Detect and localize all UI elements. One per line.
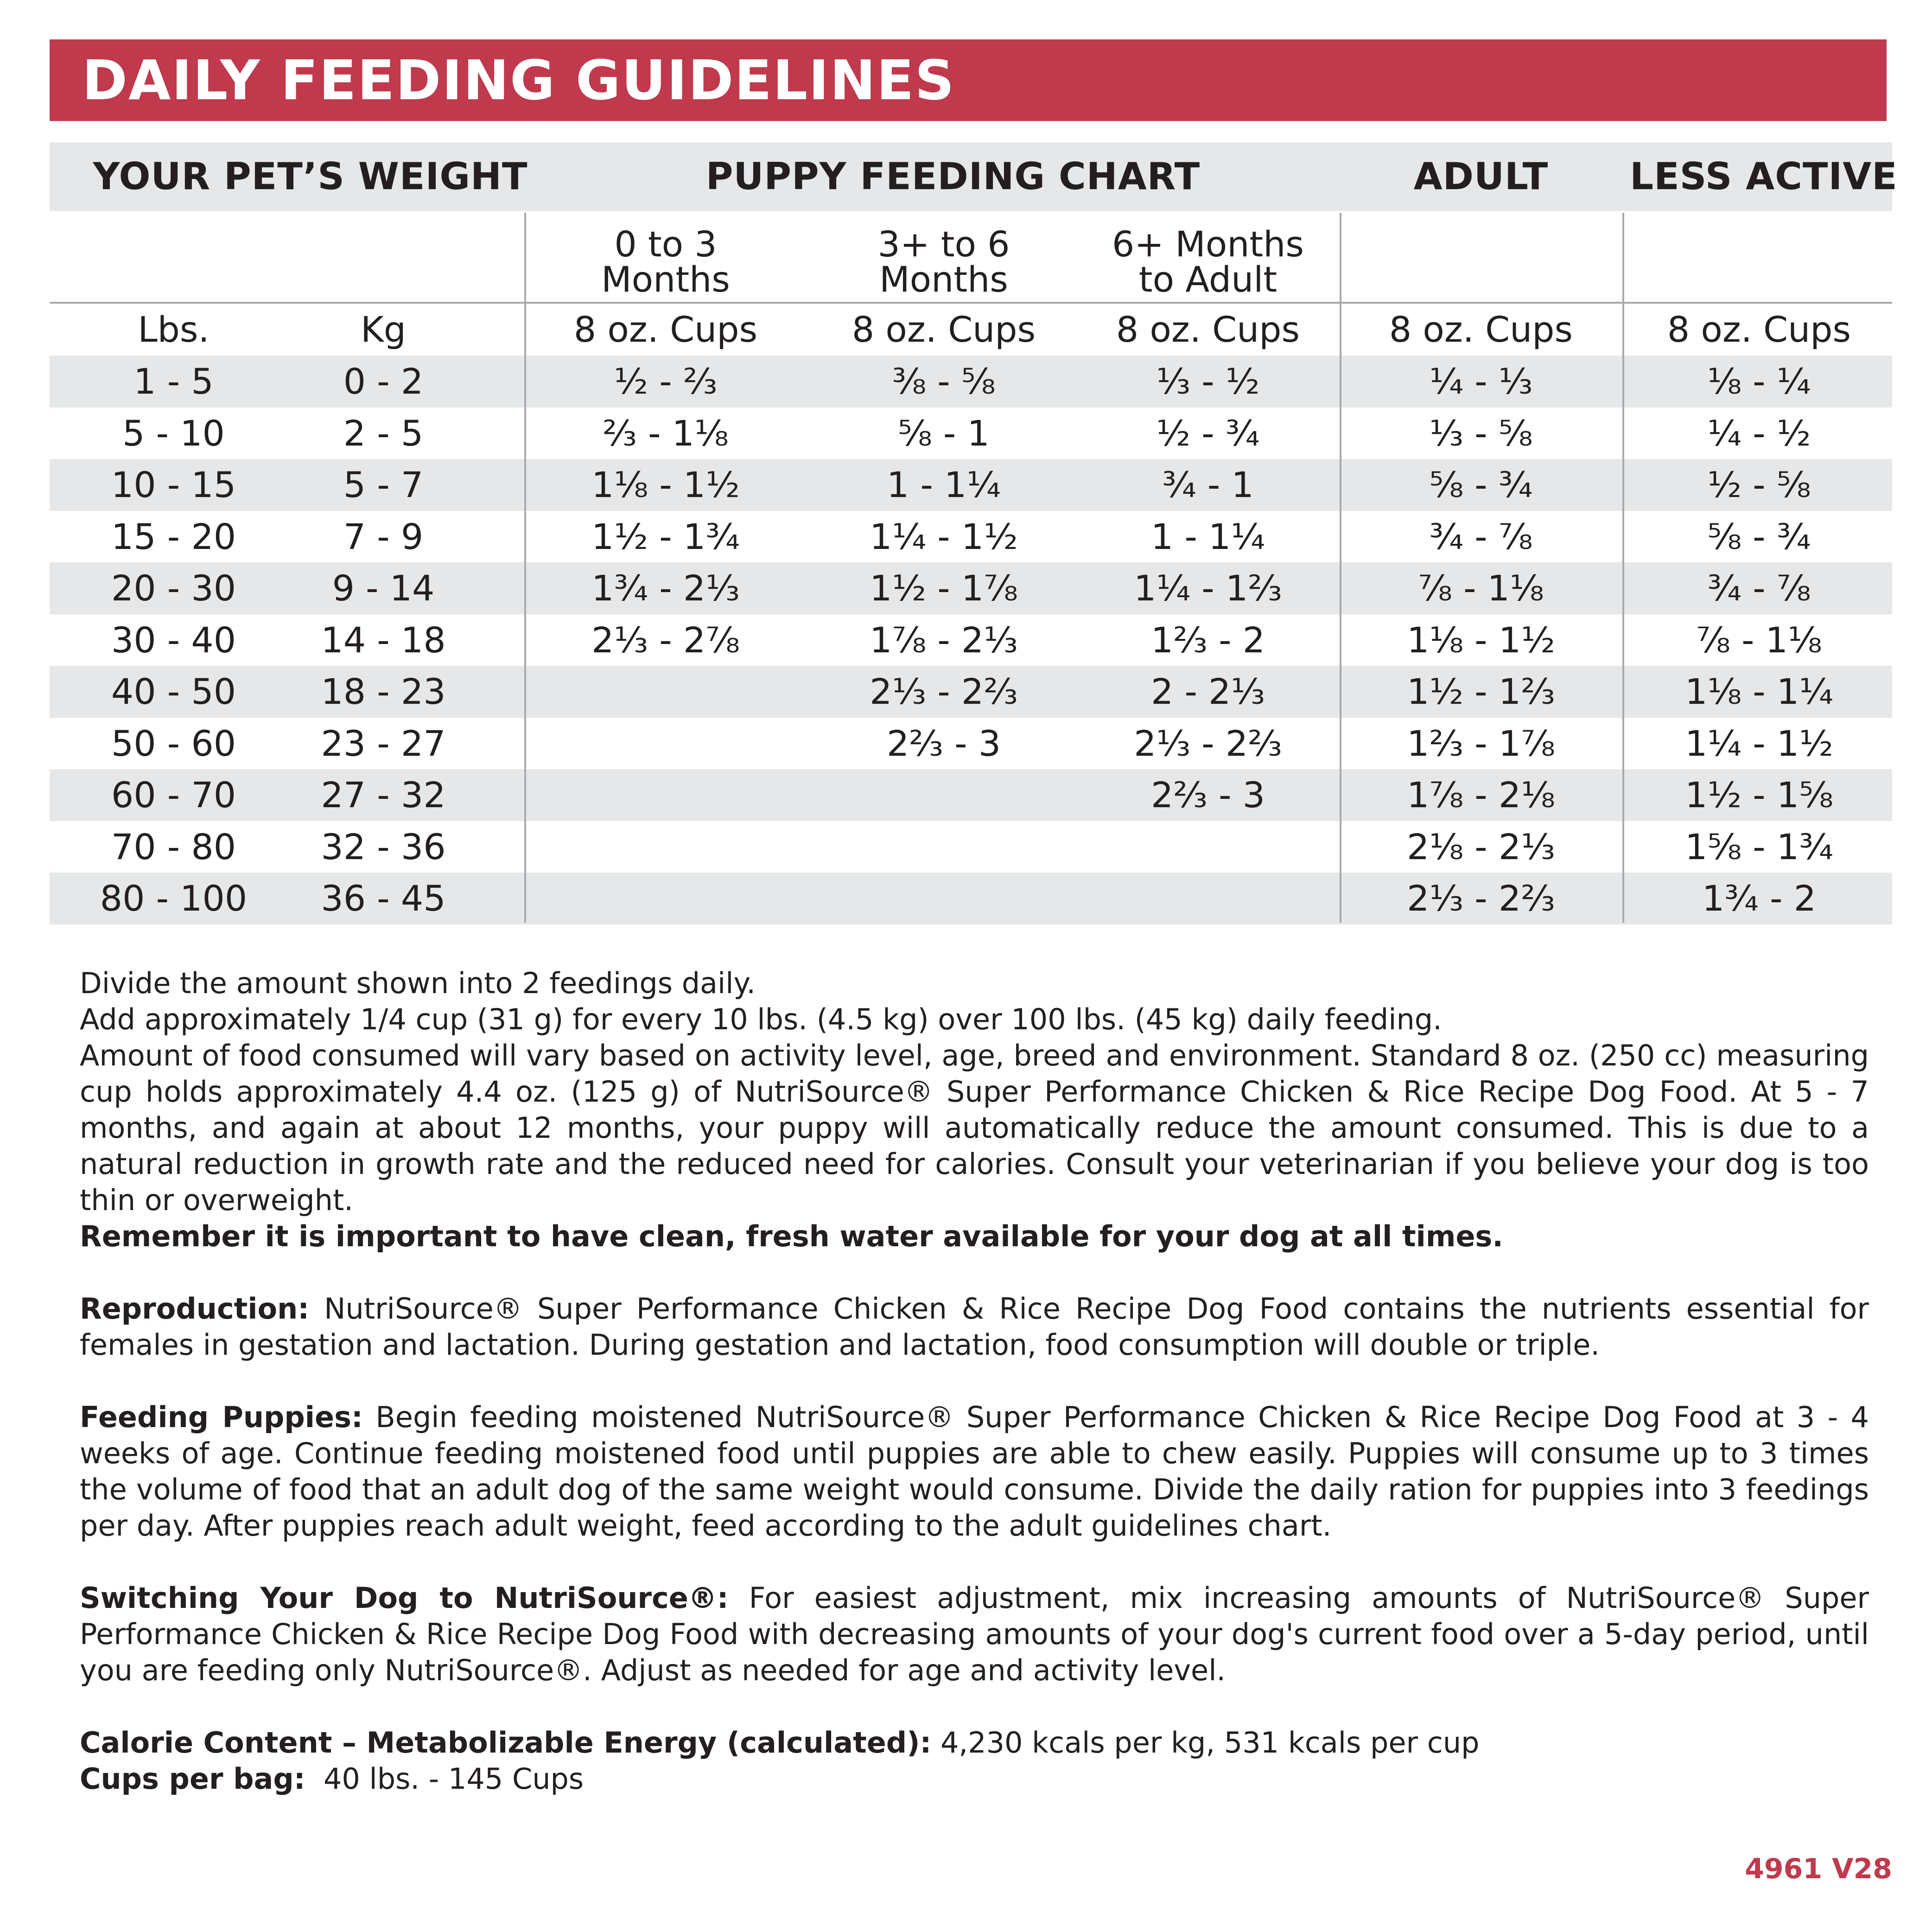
cell-adult: 2⅓ - 2⅔ [1407,878,1555,919]
feeding-notes [80,965,1869,1797]
cups-text: 40 lbs. - 145 Cups [305,1762,584,1796]
cell-lbs: 20 - 30 [111,567,236,609]
table-row [50,356,1892,408]
cell-less: 1½ - 1⅝ [1685,774,1833,816]
cell-p1 [527,718,805,770]
switching-paragraph [80,1580,1869,1689]
unit-lbs: Lbs. [138,309,210,350]
cell-p1 [527,769,805,821]
header-puppy: PUPPY FEEDING CHART [705,155,1201,198]
cell-p2: 1¼ - 1½ [870,516,1018,557]
cell-adult: 1½ - 1⅔ [1407,671,1555,712]
cell-adult: 1⅔ - 1⅞ [1407,722,1555,764]
cell-p2: 1½ - 1⅞ [870,567,1018,609]
cell-lbs: 15 - 20 [111,516,236,557]
table-row [50,408,1892,459]
reproduction-label: Reproduction: [80,1292,310,1326]
cell-less: 1⅛ - 1¼ [1685,671,1833,712]
cell-p3: 2⅓ - 2⅔ [1134,722,1282,764]
cell-kg: 18 - 23 [321,671,446,712]
cell-less: 1⅝ - 1¾ [1685,826,1833,867]
cell-p2: ⅝ - 1 [898,412,990,454]
cell-p3: ½ - ¾ [1156,412,1260,454]
note-line: Add approximately 1/4 cup (31 g) for every 10 lbs. (4.5 kg) over 100 lbs. (45 kg) daily feeding. [80,1002,1442,1036]
table-row [50,769,1892,821]
age-6-adult: 6+ Months to Adult [1112,223,1304,300]
cell-p2 [805,769,1083,821]
cell-p2 [805,873,1083,925]
cell-kg: 9 - 14 [332,567,435,609]
cell-lbs: 80 - 100 [100,878,248,919]
cell-p1: 1¾ - 2⅓ [591,567,740,609]
column-divider [1340,213,1341,923]
cell-kg: 14 - 18 [321,619,446,661]
cell-p3 [1074,821,1342,873]
cell-adult: 1⅞ - 2⅛ [1407,774,1555,816]
cell-p2: 1 - 1¼ [886,464,1001,505]
unit-kg: Kg [360,309,407,350]
cell-p3 [1074,873,1342,925]
cell-lbs: 5 - 10 [122,412,225,454]
reproduction-text: NutriSource® Super Performance Chicken & Rice Recipe Dog Food contains the nutrients essential for females in gestation and lactation. During gestation and lactation, food consumption will double or triple. [80,1292,1869,1362]
cell-p1: 2⅓ - 2⅞ [591,619,740,661]
cell-lbs: 50 - 60 [111,722,236,764]
cell-p3: 1 - 1¼ [1150,516,1265,557]
cell-p3: 2⅔ - 3 [1150,774,1265,816]
cell-kg: 36 - 45 [321,878,446,919]
cell-lbs: 40 - 50 [111,671,236,712]
cell-less: ¾ - ⅞ [1707,567,1811,609]
table-row [50,666,1892,718]
header-less-active: LESS ACTIVE [1630,155,1898,198]
cell-p2: ⅜ - ⅝ [892,361,996,402]
cups-line [80,1761,1869,1797]
cell-p2 [805,821,1083,873]
cell-lbs: 60 - 70 [111,774,236,816]
column-divider [1622,213,1624,923]
cell-p3: 1¼ - 1⅔ [1134,567,1282,609]
table-row [50,614,1892,666]
cell-p1: 1½ - 1¾ [591,516,740,557]
cell-less: ¼ - ½ [1707,412,1811,454]
feeding-table [50,142,1898,923]
puppies-paragraph [80,1399,1869,1544]
cell-adult: ¾ - ⅞ [1429,516,1533,557]
cell-kg: 0 - 2 [343,361,424,402]
cell-kg: 32 - 36 [321,826,446,867]
cell-kg: 2 - 5 [343,412,424,454]
reproduction-paragraph [80,1291,1869,1363]
product-code: 4961 V28 [1745,1853,1892,1885]
cell-p1 [527,821,805,873]
cell-adult: ⅓ - ⅝ [1429,412,1533,454]
table-row [50,511,1892,563]
cell-lbs: 30 - 40 [111,619,236,661]
cell-less: 1¼ - 1½ [1685,722,1833,764]
header-weight: YOUR PET’S WEIGHT [93,155,528,198]
table-row [50,562,1892,614]
table-row [50,718,1892,770]
cell-lbs: 70 - 80 [111,826,236,867]
units-row [50,304,1892,356]
puppies-text: Begin feeding moistened NutriSource® Super Performance Chicken & Rice Recipe Dog Food at 3 - 4 weeks of age. Continue feeding moistened food until puppies are able to chew easily. Puppies will consume up to 3 times the volume of food that an adult dog of the same weight would consume. Divide the daily ration for puppies into 3 feedings per day. After puppies reach adult weight, feed according to the adult guidelines chart. [80,1400,1869,1543]
cell-adult: 1⅛ - 1½ [1407,619,1555,661]
cell-kg: 27 - 32 [321,774,446,816]
cell-p2: 1⅞ - 2⅓ [870,619,1018,661]
calorie-text: 4,230 kcals per kg, 531 kcals per cup [931,1726,1480,1760]
water-reminder: Remember it is important to have clean, fresh water available for your dog at all times. [80,1219,1503,1253]
puppies-label: Feeding Puppies: [80,1400,363,1434]
age-3-6: 3+ to 6 Months [877,223,1010,300]
note-line: Divide the amount shown into 2 feedings daily. [80,966,756,1000]
cell-kg: 7 - 9 [343,516,424,557]
cell-less: ⅛ - ¼ [1707,361,1811,402]
cell-p3: 1⅔ - 2 [1150,619,1265,661]
calorie-label: Calorie Content – Metabolizable Energy (calculated): [80,1726,932,1760]
unit-cups: 8 oz. Cups [1667,309,1851,350]
note-paragraph: Amount of food consumed will vary based on activity level, age, breed and environment. Standard 8 oz. (250 cc) measuring cup holds approximately 4.4 oz. (125 g) of NutriSource® Super Performance Chicken & Rice Recipe Dog Food. At 5 - 7 months, and again at about 12 months, your puppy will automatically reduce the amount consumed. This is due to a natural reduction in growth rate and the reduced need for calories. Consult your veterinarian if you believe your dog is too thin or overweight. [80,1039,1869,1217]
unit-cups: 8 oz. Cups [1116,309,1300,350]
switching-text: For easiest adjustment, mix increasing amounts of NutriSource® Super Performance Chicken & Rice Recipe Dog Food with decreasing amounts of your dog's current food over a 5-day period, until you are feeding only NutriSource®. Adjust as needed for age and activity level. [80,1581,1869,1687]
cell-less: 1¾ - 2 [1702,878,1817,919]
cell-p3: ⅓ - ½ [1156,361,1260,402]
cups-label: Cups per bag: [80,1762,305,1796]
cell-lbs: 1 - 5 [133,361,214,402]
cell-adult: ⅞ - 1⅛ [1418,567,1544,609]
cell-p3: 2 - 2⅓ [1150,671,1265,712]
cell-lbs: 10 - 15 [111,464,236,505]
unit-cups: 8 oz. Cups [573,309,758,350]
cell-adult: ⅝ - ¾ [1429,464,1533,505]
cell-p1 [527,873,805,925]
column-divider [524,213,526,923]
cell-p2: 2⅓ - 2⅔ [870,671,1018,712]
cell-adult: 2⅛ - 2⅓ [1407,826,1555,867]
table-row [50,873,1892,925]
cell-less: ½ - ⅝ [1707,464,1811,505]
age-0-3: 0 to 3 Months [601,223,730,300]
header-adult: ADULT [1413,155,1549,198]
page-title: DAILY FEEDING GUIDELINES [50,39,1887,121]
unit-cups: 8 oz. Cups [852,309,1036,350]
cell-p1: 1⅛ - 1½ [591,464,740,505]
unit-cups: 8 oz. Cups [1389,309,1573,350]
cell-less: ⅞ - 1⅛ [1696,619,1822,661]
cell-kg: 5 - 7 [343,464,424,505]
cell-p1 [527,666,805,718]
cell-p1: ⅔ - 1⅛ [603,412,729,454]
switching-label: Switching Your Dog to NutriSource®: [80,1581,729,1615]
table-row [50,821,1892,873]
cell-p1: ½ - ⅔ [614,361,718,402]
cell-kg: 23 - 27 [321,722,446,764]
table-row [50,459,1892,511]
cell-p2: 2⅔ - 3 [886,722,1001,764]
calorie-line [80,1725,1869,1761]
cell-adult: ¼ - ⅓ [1429,361,1533,402]
cell-p3: ¾ - 1 [1162,464,1254,505]
cell-less: ⅝ - ¾ [1707,516,1811,557]
